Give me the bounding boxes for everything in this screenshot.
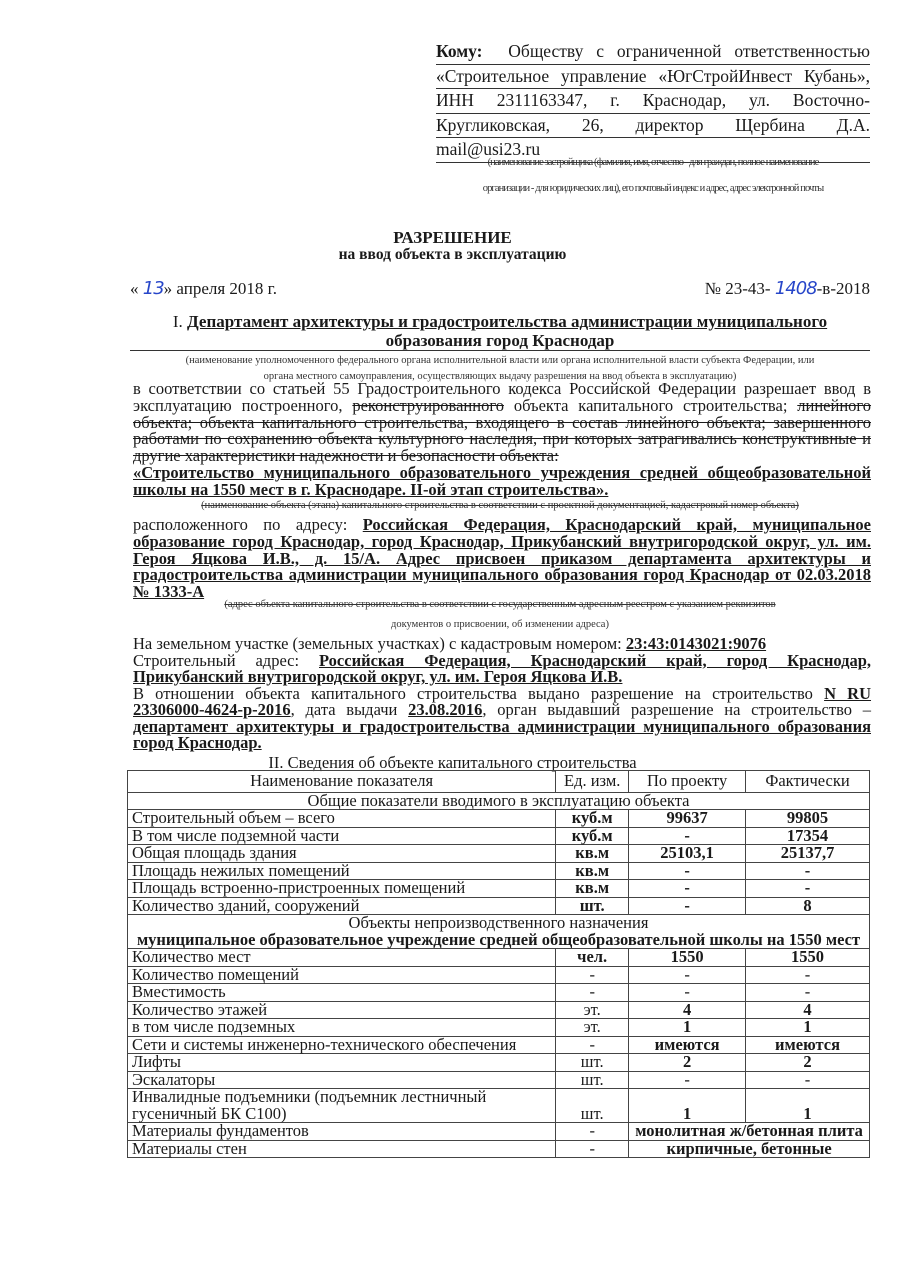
indicator-plan: - bbox=[629, 966, 746, 984]
indicator-plan: 2 bbox=[629, 1054, 746, 1072]
divider bbox=[130, 350, 870, 351]
indicator-name: Количество зданий, сооружений bbox=[128, 897, 556, 915]
indicator-name: Площадь нежилых помещений bbox=[128, 862, 556, 880]
indicator-unit: шт. bbox=[556, 897, 629, 915]
indicator-fact: 17354 bbox=[746, 827, 870, 845]
indicator-name: Площадь встроенно-пристроенных помещений bbox=[128, 880, 556, 898]
permit-date: 23.08.2016 bbox=[408, 700, 483, 719]
construction-permit-number: N RU 23306000-4624-р-2016 bbox=[133, 683, 872, 719]
group-row bbox=[128, 915, 870, 949]
build-address-label: Строительный адрес: bbox=[133, 650, 319, 670]
indicator-name: Общая площадь здания bbox=[128, 845, 556, 863]
table-row bbox=[128, 1036, 870, 1054]
addressee-email: mail@usi23.ru bbox=[436, 138, 870, 163]
indicator-unit: - bbox=[556, 984, 629, 1002]
table-row bbox=[128, 1054, 870, 1072]
indicator-fact: имеются bbox=[746, 1036, 870, 1054]
indicator-name: Количество этажей bbox=[128, 1001, 556, 1019]
table-header-row bbox=[128, 771, 870, 793]
object-address: Российская Федерация, Краснодарский край, муниципальное образование город Краснодар, город Краснодар, Прикубанский внутригородской округ, ул. им. Героя Яцкова И.В., д. 15/А. Адрес присвоен приказом департамента архитектуры и градостроительства администрации муниципального образования город Краснодар от 02.03.2018 № 1333-А bbox=[133, 515, 871, 602]
issuer-label: , орган выдавший разрешение на строительство – bbox=[482, 700, 871, 719]
address-note-line-2: документов о присвоении, об изменении адреса) bbox=[391, 619, 609, 630]
date-quote: « bbox=[130, 279, 139, 298]
indicator-plan: - bbox=[629, 1071, 746, 1089]
indicator-fact: 8 bbox=[746, 897, 870, 915]
addressee-note-line-1: (наименование застройщика (фамилия, имя, отчество - для граждан, полное наименование bbox=[487, 157, 819, 168]
permit-date-label: , дата выдачи bbox=[290, 700, 409, 719]
table-row bbox=[128, 1123, 870, 1141]
indicator-name: В том числе подземной части bbox=[128, 827, 556, 845]
table-row bbox=[128, 1140, 870, 1158]
indicator-plan: - bbox=[629, 827, 746, 845]
indicator-fact: 2 bbox=[746, 1054, 870, 1072]
indicator-plan: 4 bbox=[629, 1001, 746, 1019]
header-plan: По проекту bbox=[629, 771, 746, 793]
indicator-plan: 99637 bbox=[629, 810, 746, 828]
indicator-fact: - bbox=[746, 966, 870, 984]
build-address-line bbox=[133, 650, 871, 686]
indicator-plan: - bbox=[629, 984, 746, 1002]
permission-paragraph bbox=[133, 381, 871, 499]
address-paragraph bbox=[133, 517, 871, 601]
indicator-fact: - bbox=[746, 1071, 870, 1089]
permission-middle: объекта капитального строительства; bbox=[503, 395, 798, 415]
date-month-year: » апреля 2018 г. bbox=[163, 279, 277, 298]
indicator-name: Материалы фундаментов bbox=[128, 1123, 556, 1141]
indicator-unit: кв.м bbox=[556, 845, 629, 863]
addressee-line-1 bbox=[436, 40, 870, 65]
indicator-plan: - bbox=[629, 862, 746, 880]
indicator-fact: 1 bbox=[746, 1019, 870, 1037]
indicator-plan: 1 bbox=[629, 1019, 746, 1037]
table-row bbox=[128, 1001, 870, 1019]
indicator-name: Вместимость bbox=[128, 984, 556, 1002]
cadastral-number: 23:43:0143021:9076 bbox=[625, 634, 767, 653]
permit-number-prefix: № 23-43- bbox=[704, 279, 771, 298]
indicator-unit: - bbox=[556, 966, 629, 984]
header-indicator: Наименование показателя bbox=[128, 771, 556, 793]
indicator-plan: - bbox=[629, 880, 746, 898]
object-note: (наименование объекта (этапа) капитального строительства в соответствии с проектной документацией, кадастровый номер объекта) bbox=[201, 500, 799, 511]
addressee-text: Обществу с ограниченной ответственностью bbox=[508, 41, 871, 61]
handwritten-number: 1408 bbox=[774, 278, 817, 299]
indicator-unit: эт. bbox=[556, 1001, 629, 1019]
indicator-unit: - bbox=[556, 1140, 629, 1158]
table-row bbox=[128, 845, 870, 863]
indicator-unit: кв.м bbox=[556, 880, 629, 898]
addressee-note-line-2: организации - для юридических лиц), его почтовый индекс и адрес, адрес электронной почты bbox=[482, 183, 824, 194]
struck-text: реконструированного bbox=[352, 395, 504, 415]
table-row bbox=[128, 1089, 870, 1123]
indicator-fact: 25137,7 bbox=[746, 845, 870, 863]
authority-line-2: образования город Краснодар bbox=[385, 331, 615, 350]
table-row bbox=[128, 897, 870, 915]
authority-line-1: Департамент архитектуры и градостроительства администрации муниципального bbox=[187, 312, 828, 331]
authority-note-line-2: органа местного самоуправления, осуществляющих выдачу разрешения на ввод объекта в эксплуатацию) bbox=[263, 371, 737, 382]
handwritten-day: 13 bbox=[142, 278, 164, 299]
indicator-name: Количество мест bbox=[128, 949, 556, 967]
land-permit-paragraph bbox=[133, 636, 871, 752]
group-general-title: Общие показатели вводимого в эксплуатацию объекта bbox=[128, 792, 870, 810]
address-note-line-1: (адрес объекта капитального строительства в соответствии с государственным адресным реестром с указанием реквизитов bbox=[224, 599, 776, 610]
indicator-plan: 1 bbox=[629, 1089, 746, 1123]
table-row bbox=[128, 880, 870, 898]
permit-issuer: департамент архитектуры и градостроительства администрации муниципального образования город Краснодар. bbox=[133, 716, 871, 752]
indicator-unit: куб.м bbox=[556, 810, 629, 828]
indicator-unit: кв.м bbox=[556, 862, 629, 880]
permission-intro: в соответствии со статьей 55 Градостроительного кодекса Российской Федерации разрешает ввод в эксплуатацию построенного, bbox=[133, 379, 871, 415]
indicator-unit: - bbox=[556, 1036, 629, 1054]
header-fact: Фактически bbox=[746, 771, 870, 793]
indicator-plan: - bbox=[629, 897, 746, 915]
indicator-plan: 1550 bbox=[629, 949, 746, 967]
addressee-label: Кому: bbox=[436, 41, 483, 61]
indicator-unit: шт. bbox=[556, 1054, 629, 1072]
issuing-authority bbox=[130, 312, 870, 350]
indicator-fact: 99805 bbox=[746, 810, 870, 828]
permit-number-suffix: -в-2018 bbox=[816, 279, 870, 298]
indicator-name: Инвалидные подъемники (подъемник лестничный гусеничный БК С100) bbox=[128, 1089, 556, 1123]
table-row bbox=[128, 966, 870, 984]
object-name: «Строительство муниципального образовательного учреждения средней общеобразовательной школы на 1550 мест в г. Краснодаре. II-ой этап строительства». bbox=[133, 462, 871, 499]
addressee-note bbox=[436, 150, 870, 202]
section-2-title: II. Сведения об объекте капитального строительства bbox=[268, 753, 637, 772]
indicator-unit: - bbox=[556, 1123, 629, 1141]
struck-text: линейного объекта; объекта капитального строительства, входящего в состав линейного объекта; завершенного работами по сохранению объекта культурного наследия, при которых затрагивались конструктивные и другие характеристики надежности и безопасности объекта: bbox=[133, 395, 872, 466]
table-row bbox=[128, 810, 870, 828]
indicator-name: Материалы стен bbox=[128, 1140, 556, 1158]
group-nonproduction bbox=[128, 915, 870, 949]
indicator-fact: 1 bbox=[746, 1089, 870, 1123]
indicator-name: Строительный объем – всего bbox=[128, 810, 556, 828]
indicator-unit: шт. bbox=[556, 1071, 629, 1089]
object-info-table bbox=[127, 770, 870, 1158]
addressee-block bbox=[436, 40, 870, 163]
document-title: РАЗРЕШЕНИЕ bbox=[393, 228, 512, 247]
indicator-name: Количество помещений bbox=[128, 966, 556, 984]
authority-note-line-1: (наименование уполномоченного федерального органа исполнительной власти или органа исполнительной власти субъекта Федерации, или bbox=[185, 355, 815, 366]
indicator-fact: - bbox=[746, 984, 870, 1002]
cadastral-label: На земельном участке (земельных участках) с кадастровым номером: bbox=[133, 634, 626, 653]
permit-intro: В отношении объекта капитального строительства выдано разрешение на строительство bbox=[133, 683, 825, 703]
addressee-line-2: «Строительное управление «ЮгСтройИнвест Кубань», bbox=[436, 65, 870, 90]
indicator-name: Сети и системы инженерно-технического обеспечения bbox=[128, 1036, 556, 1054]
address-label: расположенного по адресу: bbox=[133, 515, 363, 534]
table-row bbox=[128, 949, 870, 967]
issue-date bbox=[130, 278, 277, 299]
section-1-number: I. bbox=[172, 312, 183, 331]
group-nonproduction-title: Объекты непроизводственного назначения bbox=[348, 913, 649, 932]
indicator-fact: - bbox=[746, 862, 870, 880]
table-row bbox=[128, 1019, 870, 1037]
indicator-fact: 1550 bbox=[746, 949, 870, 967]
permit-number bbox=[705, 278, 870, 299]
indicator-unit: эт. bbox=[556, 1019, 629, 1037]
table-row bbox=[128, 862, 870, 880]
indicator-fact: 4 bbox=[746, 1001, 870, 1019]
indicator-unit: чел. bbox=[556, 949, 629, 967]
addressee-line-4: Кругликовская, 26, директор Щербина Д.А. bbox=[436, 114, 870, 139]
permit-line bbox=[133, 683, 872, 752]
indicator-value: монолитная ж/бетонная плита bbox=[629, 1123, 870, 1141]
indicator-name: Эскалаторы bbox=[128, 1071, 556, 1089]
indicator-unit: куб.м bbox=[556, 827, 629, 845]
addressee-line-3: ИНН 2311163347, г. Краснодар, ул. Восточно- bbox=[436, 89, 870, 114]
group-nonproduction-subtitle: муниципальное образовательное учреждение средней общеобразовательной школы на 1550 мест bbox=[136, 929, 861, 949]
indicator-name: в том числе подземных bbox=[128, 1019, 556, 1037]
indicator-plan: 25103,1 bbox=[629, 845, 746, 863]
table-row bbox=[128, 1071, 870, 1089]
table-row bbox=[128, 984, 870, 1002]
indicator-name: Лифты bbox=[128, 1054, 556, 1072]
indicator-plan: имеются bbox=[629, 1036, 746, 1054]
indicator-fact: - bbox=[746, 880, 870, 898]
indicator-value: кирпичные, бетонные bbox=[629, 1140, 870, 1158]
document-subtitle: на ввод объекта в эксплуатацию bbox=[338, 246, 567, 263]
indicator-unit: шт. bbox=[556, 1089, 629, 1123]
build-address: Российская Федерация, Краснодарский край, город Краснодар, Прикубанский внутригородской округ, ул. им. Героя Яцкова И.В. bbox=[133, 650, 871, 686]
table-row bbox=[128, 827, 870, 845]
header-unit: Ед. изм. bbox=[556, 771, 629, 793]
group-row bbox=[128, 792, 870, 810]
address-note bbox=[120, 595, 880, 635]
